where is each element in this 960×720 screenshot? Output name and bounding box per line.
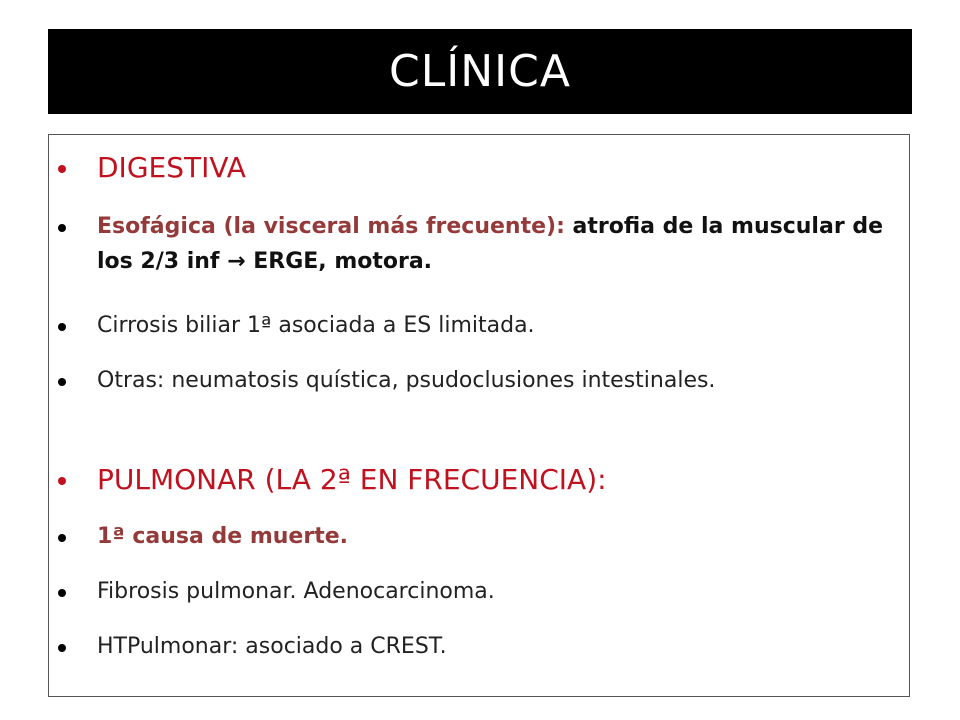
bullet-marker [58,589,66,597]
bullet-lead-esofagica: Esofágica (la visceral más frecuente): [97,214,565,239]
bullet-marker [58,644,66,652]
bullet-marker [58,323,66,331]
bullet-text-fibrosis: Fibrosis pulmonar. Adenocarcinoma. [97,579,495,604]
slide-title-bar [48,29,912,114]
section-heading-pulmonar: PULMONAR (LA 2ª EN FRECUENCIA): [97,463,607,496]
bullet-text-esofagica [97,209,897,279]
content-box [48,134,910,697]
bullet-marker [58,224,66,232]
bullet-marker [58,534,66,542]
slide-title: CLÍNICA [389,46,571,97]
bullet-rest-esofagica: atrofia de la muscular de los 2/3 inf → ERGE, motora. [97,214,883,274]
bullet-marker [58,477,66,485]
bullet-text-otras: Otras: neumatosis quística, psudoclusiones intestinales. [97,368,716,393]
section-heading-digestiva: DIGESTIVA [97,151,246,184]
bullet-marker [58,378,66,386]
bullet-text-htpulmonar: HTPulmonar: asociado a CREST. [97,634,447,659]
bullet-marker [58,165,66,173]
bullet-text-cirrosis: Cirrosis biliar 1ª asociada a ES limitada. [97,313,535,338]
bullet-text-causa-muerte: 1ª causa de muerte. [97,524,349,549]
